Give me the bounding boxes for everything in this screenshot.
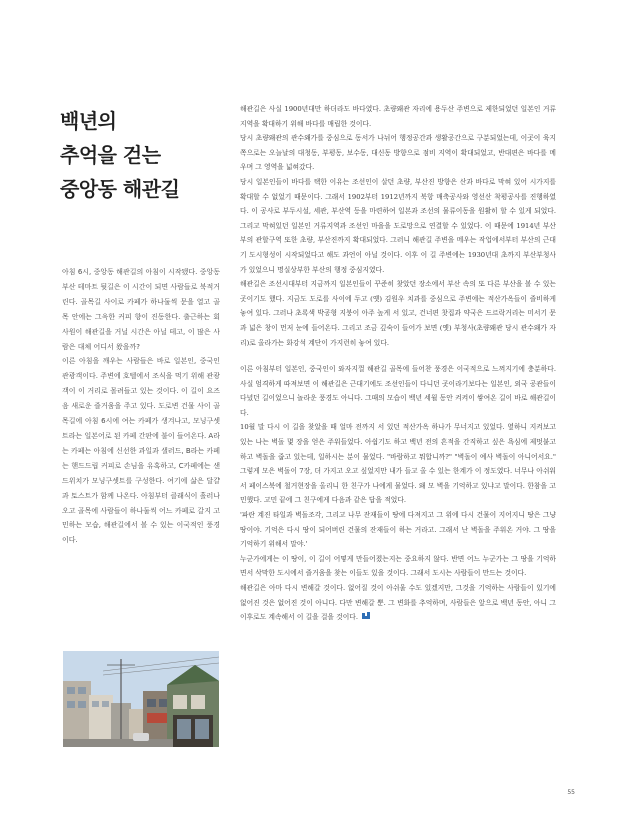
title-line-1: 백년의 — [60, 109, 117, 133]
body-paragraph-9-text: 해관길은 아마 다시 변해갈 것이다. 없어질 것이 아쉬울 수도 있겠지만, 그것을 기억하는 사람들이 있기에 없어진 것은 없어진 것이 아니다. 다만 변해갈 뿐. 그 변화를 추억하며, 사람들은 앞으로 백년 동안, 아니 그 이후로도 계속해서 이 길을 걸을 것이다. — [240, 584, 556, 622]
body-paragraph-1: 해관길은 사실 1900년대만 하더라도 바다였다. 초량왜관 자리에 용두산 주변으로 제한되었던 일본인 거류지역을 확대하기 위해 바다를 매립한 것이다. — [240, 105, 556, 128]
body-paragraph-6: 10월 말 다시 이 길을 찾았을 때 얼마 전까지 서 있던 적산가옥 하나가 무너지고 있었다. 옆하니 지켜보고 있는 나는 벽돌 몇 장을 얻은 주워들었다. 아쉽기도 하고 백년 전의 흔적을 간직하고 싶은 욕심에 제멋붙고하고 벽돌을 줍고 있는데, 일하시는 분이 물었다. "바람하고 뭐합니까?" "벽돌이 예사 벽돌이 아니어서요." 그렇게 모은 벽돌이 7장, 더 가지고 오고 싶었지만 내가 들고 올 수 있는 한계가 이 정도였다. 너무나 아쉬워서 페이스북에 철거현장을 올리니 한 친구가 나에게 물었다. 왜 모 벽을 기억하고 있냐고 말이다. 한참을 고민했다. 고민 끝에 그 친구에게 다음과 같은 답을 적었다. — [240, 423, 556, 505]
body-paragraph-5: 이른 아침부터 일본인, 중국인이 와자지껄 해관길 골목에 들어찬 풍경은 이국적으로 느껴지기에 충분하다. 사실 엄격하게 따져보면 이 해관길은 근대기에도 조선인들이 다니던 곳이라기보다는 일본인, 외국 공관들이 다녔던 길이었으니 놀라운 풍경도 아니다. 그때의 모습이 백년 세월 동안 켜켜이 쌓여온 길이 바로 해관길이다. — [240, 365, 556, 417]
body-paragraph-8: 누군가에게는 이 땅이, 이 길이 어떻게 만들어졌는지는 중요하지 않다. 반면 어느 누군가는 그 땅을 기억하면서 삭막한 도시에서 즐거움을 찾는 이들도 있을 것이다. 그래서 도시는 사람들이 만드는 것이다. — [240, 554, 556, 578]
body-column — [240, 102, 556, 625]
end-mark-icon — [361, 611, 371, 620]
page-number: 55 — [567, 789, 575, 796]
article-title — [60, 104, 230, 206]
title-line-2: 추억을 걷는 — [60, 143, 161, 167]
title-line-3: 중앙동 해관길 — [60, 177, 180, 201]
body-paragraph-7: '파란 계진 타일과 벽돌조각, 그리고 나무 잔재들이 땅에 다져지고 그 위에 다시 건물이 지어지니 땅은 그냥 땅이야. 기억은 다시 땅이 되어버린 건물의 잔재들이 하는 거라고. 그래서 난 벽돌을 주워온 거야. 그 땅을 기억하기 위해서 말야.' — [240, 511, 556, 549]
intro-column — [62, 265, 220, 548]
section-gap — [240, 350, 556, 362]
street-photo — [63, 651, 219, 747]
body-paragraph-9 — [240, 581, 556, 625]
body-paragraph-3: 당시 일본인들이 바다를 택한 이유는 조선인이 살던 초량, 부산진 방향은 산과 바다로 막혀 있어 시가지를 확대할 수 없었기 때문이다. 그래서 1902부터 1912년까지 북항 매축공사와 영선산 착평공사를 진행하였다. 이 공사로 부두시설, 세관, 부산역 등을 마련하여 일본과 조선의 물류이동을 원활히 할 수 있게 되었다. 그리고 막혀있던 일본인 거류지역과 조선인 마을을 도로망으로 연결할 수 있었다. 이 때문에 1914년 부산부의 관할구역 또한 초량, 부산진까지 확대되었다. 그러니 해관길 주변을 메우는 작업에서부터 부산의 근대기 도시형성이 시작되었다고 해도 과언이 아닐 것이다. 이후 이 길 주변에는 1930년대 초까지 부산부청사가 있었으니 명실상부한 부산의 행정 중심지였다. — [240, 177, 556, 274]
body-paragraph-2: 당시 초량왜관의 관수왜가를 중심으로 동서가 나뉘어 행정공간과 생활공간으로 구분되었는데, 이곳이 육지 쪽으로는 오늘날의 대청동, 부평동, 보수동, 대신동 방향으로 점비 지역이 확대되었고, 반대편은 바다를 메우며 그 영역을 넓혀갔다. — [240, 134, 556, 172]
intro-paragraph-2: 이른 아침을 깨우는 사람들은 바로 일본인, 중국인 관광객이다. 주변에 호텔에서 조식을 먹기 위해 관광객이 이 거리로 몰려들고 있는 것이다. 이 길이 요즈음 새로운 즐거움을 주고 있다. 도로변 건물 사이 골목길에 아침 6시에 여는 카페가 생겨나고, 모닝구셋트라는 일본어로 된 카페 간판에 불이 들어온다. A라는 카페는 아침에 신선한 과일과 샐러드, B라는 카페는 핸드드립 커피로 손님을 유혹하고, C카페에는 샌드위치가 모닝구셋트를 구성한다. 여기에 삶은 달걀과 토스트가 함께 나온다. 아침부터 클래식이 흘러나오고 골목에 사람들이 하나둘씩 어느 카페로 갈지 고민하는 모습, 해관길에서 볼 수 있는 이국적인 풍경이다. — [62, 357, 220, 545]
street-photo-image — [63, 651, 219, 747]
body-paragraph-4: 해관길은 조선시대부터 지금까지 일본인들이 꾸준히 찾았던 장소에서 부산 속의 또 다른 부산을 볼 수 있는 곳이기도 했다. 지금도 도로를 사이에 두고 (옛) 김원우 치과를 중심으로 주변에는 적산가옥들이 즐비하게 놓여 있다. 그러나 초록색 박공형 지붕이 아주 높게 서 있고, 건너편 찻집과 약국은 드르락거리는 미서기 문과 넓은 창이 먼저 눈에 들어온다. 그리고 조금 깊숙이 들어가 보면 (옛) 부청사(초량왜관 당시 관수왜가 자리)로 올라가는 화강석 계단이 가지런히 놓여 있다. — [240, 280, 556, 347]
intro-paragraph-1: 아침 6시, 중앙동 해관길의 아침이 시작됐다. 중앙동 부산 테마트 뒷길은 이 시간이 되면 사람들로 북적거린다. 골목길 사이로 카페가 하나둘씩 문을 열고 골목 안에는 그윽한 커피 향이 진동한다. 출근하는 회사원이 해관길을 거닐 시간은 아닐 테고, 이 많은 사람은 대체 어디서 왔을까? — [62, 268, 220, 351]
